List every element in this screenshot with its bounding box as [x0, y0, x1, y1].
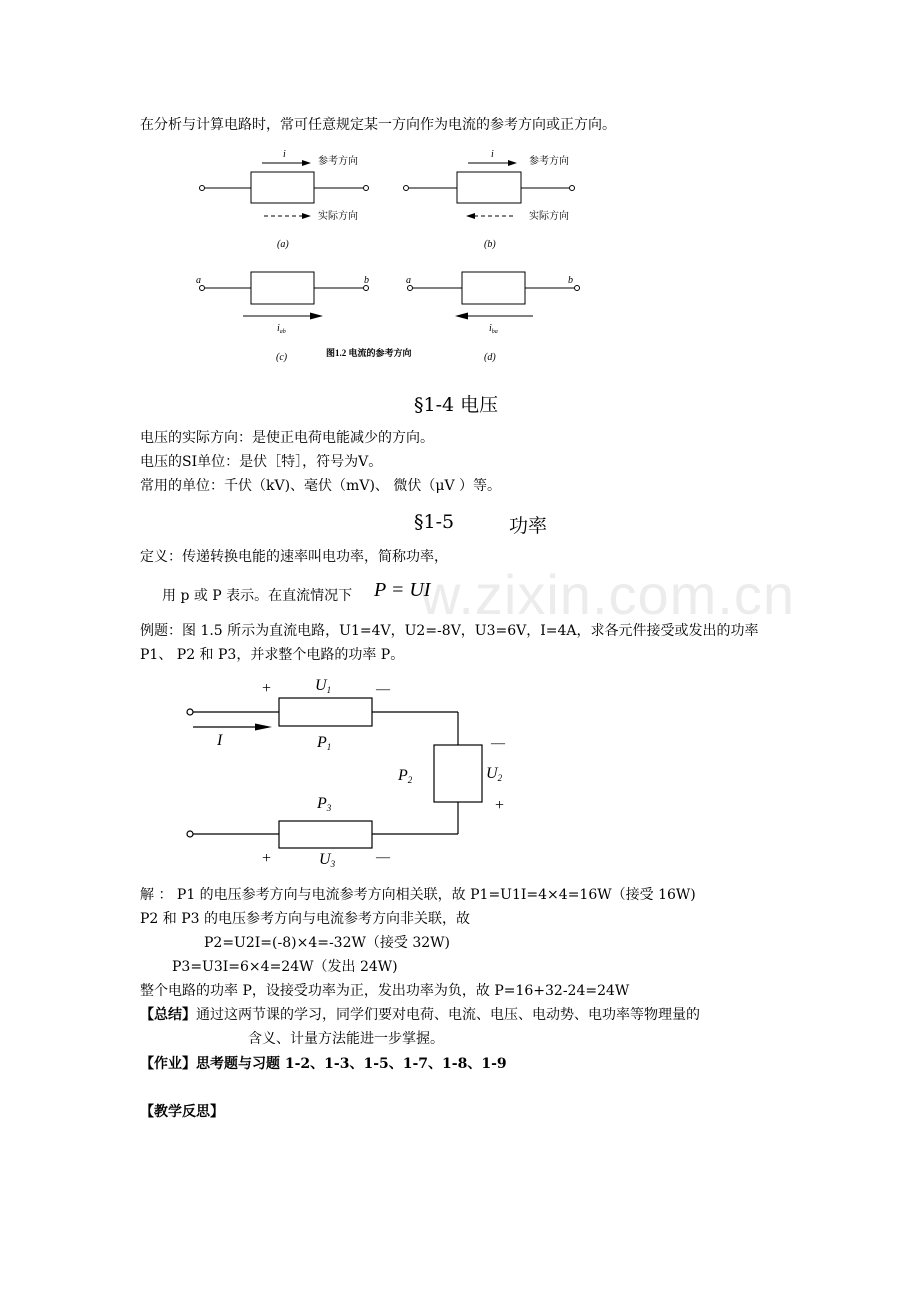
u3-label: U3	[319, 851, 336, 869]
node-a-d: a	[406, 275, 411, 286]
node-b-c: b	[364, 275, 369, 286]
p3-label: P3	[317, 795, 332, 813]
teaching-reflection: 【教学反思】	[140, 1104, 224, 1120]
summary-text-1: 通过这两节课的学习，同学们要对电荷、电流、电压、电动势、电功率等物理量的	[196, 1007, 700, 1023]
voltage-si-unit: 电压的SI单位：是伏［特］，符号为V。	[140, 454, 383, 470]
u1-label: U1	[315, 677, 332, 695]
summary-tag: 【总结】	[140, 1007, 196, 1023]
solution-line-4: P3=U3I=6×4=24W（发出 24W)	[172, 959, 398, 975]
actual-dir-label-b: 实际方向	[529, 211, 569, 222]
power-formula: P = UI	[374, 579, 431, 601]
u2-label: U2	[486, 765, 503, 783]
p2-label: P2	[398, 767, 413, 785]
i-label: I	[217, 732, 223, 749]
example-line-1: 例题：图 1.5 所示为直流电路，U1=4V，U2=-8V，U3=6V，I=4A，求各元件接受或发出的功率	[140, 623, 759, 639]
section-1-5-number: §1-5	[414, 511, 455, 533]
voltage-direction: 电压的实际方向：是使正电荷电能减少的方向。	[140, 430, 434, 446]
u1-minus: —	[376, 682, 390, 697]
solution-line-1: 解 ： P1 的电压参考方向与电流参考方向相关联，故 P1=U1I=4×4=16W（接受 16W)	[140, 887, 696, 903]
element-p2	[434, 745, 482, 802]
section-1-5-title: 功率	[509, 515, 548, 537]
element-p3	[279, 821, 372, 848]
ref-dir-label-b: 参考方向	[529, 156, 569, 167]
label-c: (c)	[276, 352, 288, 363]
input-terminal-bottom	[187, 831, 193, 837]
input-terminal-top	[187, 709, 193, 715]
node-a-c: a	[196, 275, 201, 286]
label-a: (a)	[277, 239, 289, 250]
u2-plus: +	[495, 797, 505, 814]
summary	[140, 1006, 700, 1024]
power-representation: 用 p 或 P 表示。在直流情况下	[162, 588, 353, 604]
section-1-4-title: §1-4 电压	[414, 394, 499, 416]
u3-minus: —	[376, 850, 390, 865]
i-label-a: i	[283, 149, 286, 160]
p1-label: P1	[317, 734, 332, 752]
solution-line-3: P2=U2I=(-8)×4=-32W（接受 32W)	[204, 935, 451, 951]
element-p1	[279, 698, 372, 726]
figure-1-2-caption: 图1.2 电流的参考方向	[326, 348, 412, 358]
power-definition: 定义：传递转换电能的速率叫电功率，简称功率，	[140, 549, 448, 565]
summary-text-2: 含义、计量方法能进一步掌握。	[248, 1031, 444, 1047]
voltage-common-units: 常用的单位：千伏（kV)、毫伏（mV)、 微伏（μV ）等。	[140, 478, 502, 494]
iab-label: $i_{ab}$	[277, 323, 286, 335]
homework: 【作业】思考题与习题 1-2、1-3、1-5、1-7、1-8、1-9	[140, 1056, 507, 1072]
label-b: (b)	[484, 239, 496, 250]
i-label-b: i	[491, 149, 494, 160]
solution-line-5: 整个电路的功率 P，设接受功率为正，发出功率为负，故 P=16+32-24=24W	[140, 983, 630, 999]
intro-text: 在分析与计算电路时，常可任意规定某一方向作为电流的参考方向或正方向。	[140, 117, 616, 133]
actual-dir-label-a: 实际方向	[318, 211, 358, 222]
example-line-2: P1、 P2 和 P3，并求整个电路的功率 P。	[140, 647, 405, 663]
u1-plus: +	[262, 680, 272, 697]
solution-line-2: P2 和 P3 的电压参考方向与电流参考方向非关联，故	[140, 911, 471, 927]
u2-minus: —	[491, 736, 505, 751]
iba-label: $i_{ba}$	[489, 323, 498, 335]
u3-plus: +	[262, 850, 272, 867]
ref-dir-label-a: 参考方向	[318, 156, 358, 167]
node-b-d: b	[568, 275, 573, 286]
watermark: w.zixin.com.cn	[420, 563, 795, 626]
label-d: (d)	[484, 352, 496, 363]
